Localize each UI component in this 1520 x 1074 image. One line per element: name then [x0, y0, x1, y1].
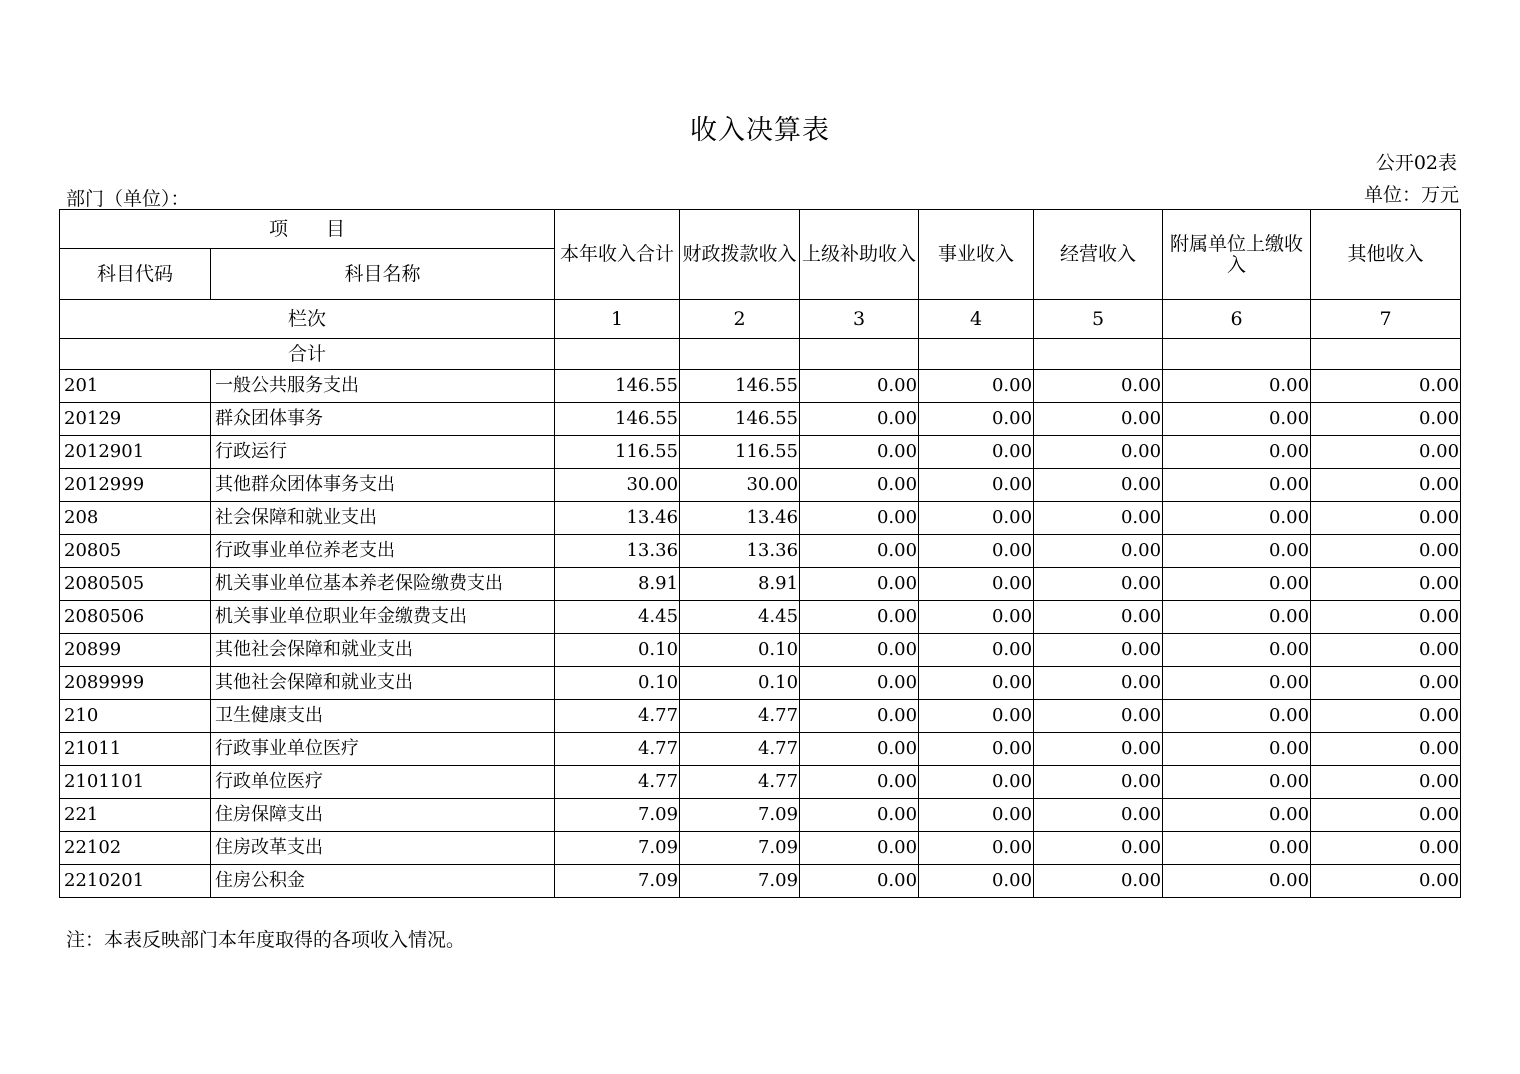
amount-cell: 0.00 [1311, 634, 1461, 667]
amount-cell: 0.00 [1034, 535, 1163, 568]
subject-code: 210 [60, 700, 211, 733]
amount-cell: 0.00 [1034, 436, 1163, 469]
amount-cell: 0.10 [680, 634, 800, 667]
table-row [60, 436, 1461, 469]
subject-code: 2080506 [60, 601, 211, 634]
amount-cell: 4.77 [680, 766, 800, 799]
subject-code: 2210201 [60, 865, 211, 898]
amount-cell: 0.10 [555, 634, 680, 667]
amount-cell: 0.10 [680, 667, 800, 700]
amount-cell: 0.00 [800, 634, 919, 667]
column-number: 1 [555, 300, 680, 339]
subject-code: 21011 [60, 733, 211, 766]
amount-cell: 0.00 [1034, 733, 1163, 766]
subject-name: 行政事业单位养老支出 [211, 535, 555, 568]
table-note: 注：本表反映部门本年度取得的各项收入情况。 [66, 929, 466, 951]
table-row [60, 502, 1461, 535]
table-row [60, 832, 1461, 865]
amount-cell: 0.00 [919, 436, 1034, 469]
table-row [60, 733, 1461, 766]
amount-cell: 146.55 [555, 403, 680, 436]
amount-cell: 0.00 [1034, 601, 1163, 634]
amount-cell: 0.00 [919, 865, 1034, 898]
amount-cell: 7.09 [555, 865, 680, 898]
subject-name: 住房保障支出 [211, 799, 555, 832]
amount-cell: 0.00 [1163, 832, 1311, 865]
amount-cell: 0.00 [1311, 799, 1461, 832]
amount-cell: 0.00 [1163, 766, 1311, 799]
form-number: 公开02表 [1375, 152, 1457, 174]
table-row [60, 667, 1461, 700]
name-header: 科目名称 [211, 249, 555, 300]
amount-cell: 0.00 [919, 502, 1034, 535]
amount-cell: 0.00 [1163, 469, 1311, 502]
total-label: 合计 [60, 339, 555, 370]
subject-name: 其他群众团体事务支出 [211, 469, 555, 502]
amount-cell: 8.91 [680, 568, 800, 601]
amount-cell: 0.00 [919, 700, 1034, 733]
amount-cell: 0.00 [1034, 634, 1163, 667]
unit-label: 单位：万元 [1363, 184, 1459, 206]
amount-cell: 0.00 [800, 700, 919, 733]
table-row [60, 799, 1461, 832]
subject-name: 卫生健康支出 [211, 700, 555, 733]
amount-cell: 0.00 [1163, 700, 1311, 733]
total-cell [919, 339, 1034, 370]
amount-cell: 0.00 [1311, 568, 1461, 601]
column-number: 3 [800, 300, 919, 339]
amount-cell: 0.00 [1034, 370, 1163, 403]
amount-cell: 7.09 [680, 865, 800, 898]
amount-cell: 0.00 [800, 403, 919, 436]
amount-cell: 0.00 [1163, 403, 1311, 436]
amount-cell: 0.00 [800, 535, 919, 568]
amount-cell: 0.00 [1163, 601, 1311, 634]
amount-cell: 0.00 [800, 865, 919, 898]
amount-cell: 0.00 [1311, 535, 1461, 568]
subject-name: 机关事业单位职业年金缴费支出 [211, 601, 555, 634]
total-cell [1311, 339, 1461, 370]
amount-cell: 0.00 [919, 667, 1034, 700]
col-header-operations: 事业收入 [919, 210, 1034, 300]
amount-cell: 4.45 [680, 601, 800, 634]
amount-cell: 0.00 [800, 568, 919, 601]
subject-name: 住房公积金 [211, 865, 555, 898]
amount-cell: 0.00 [1311, 403, 1461, 436]
amount-cell: 0.00 [1034, 799, 1163, 832]
page-title: 收入决算表 [690, 115, 830, 146]
amount-cell: 0.00 [1163, 634, 1311, 667]
total-row [60, 339, 1461, 370]
amount-cell: 0.00 [919, 733, 1034, 766]
subject-name: 社会保障和就业支出 [211, 502, 555, 535]
amount-cell: 0.00 [1163, 733, 1311, 766]
amount-cell: 0.00 [1311, 865, 1461, 898]
amount-cell: 0.00 [919, 799, 1034, 832]
amount-cell: 0.00 [800, 469, 919, 502]
amount-cell: 0.00 [800, 733, 919, 766]
amount-cell: 13.36 [680, 535, 800, 568]
amount-cell: 0.00 [1311, 832, 1461, 865]
subject-name: 行政单位医疗 [211, 766, 555, 799]
subject-name: 一般公共服务支出 [211, 370, 555, 403]
subject-code: 221 [60, 799, 211, 832]
amount-cell: 4.77 [680, 700, 800, 733]
table-row [60, 634, 1461, 667]
amount-cell: 0.00 [1034, 502, 1163, 535]
amount-cell: 0.00 [919, 601, 1034, 634]
amount-cell: 146.55 [680, 370, 800, 403]
total-cell [800, 339, 919, 370]
code-header: 科目代码 [60, 249, 211, 300]
amount-cell: 0.00 [1311, 766, 1461, 799]
amount-cell: 0.00 [1034, 865, 1163, 898]
amount-cell: 0.00 [800, 502, 919, 535]
amount-cell: 0.00 [1311, 733, 1461, 766]
subject-code: 201 [60, 370, 211, 403]
amount-cell: 0.00 [1163, 865, 1311, 898]
subject-name: 其他社会保障和就业支出 [211, 634, 555, 667]
amount-cell: 0.00 [1311, 700, 1461, 733]
column-number-row [60, 300, 1461, 339]
column-number: 7 [1311, 300, 1461, 339]
total-cell [1034, 339, 1163, 370]
item-header: 项 目 [60, 210, 555, 249]
amount-cell: 0.00 [1034, 568, 1163, 601]
column-number: 6 [1163, 300, 1311, 339]
table-row [60, 700, 1461, 733]
amount-cell: 4.77 [555, 766, 680, 799]
table-row [60, 370, 1461, 403]
amount-cell: 7.09 [680, 799, 800, 832]
amount-cell: 0.00 [919, 370, 1034, 403]
table-row [60, 766, 1461, 799]
amount-cell: 4.77 [555, 733, 680, 766]
amount-cell: 13.36 [555, 535, 680, 568]
amount-cell: 0.00 [919, 469, 1034, 502]
amount-cell: 0.00 [1163, 568, 1311, 601]
subject-code: 2012999 [60, 469, 211, 502]
col-header-business: 经营收入 [1034, 210, 1163, 300]
amount-cell: 0.00 [1311, 667, 1461, 700]
amount-cell: 0.00 [919, 634, 1034, 667]
total-cell [680, 339, 800, 370]
amount-cell: 0.00 [919, 832, 1034, 865]
department-label: 部门（单位）： [66, 188, 190, 210]
subject-code: 20129 [60, 403, 211, 436]
subject-code: 2089999 [60, 667, 211, 700]
subject-name: 行政事业单位医疗 [211, 733, 555, 766]
table-row [60, 601, 1461, 634]
table-row [60, 865, 1461, 898]
amount-cell: 0.00 [800, 832, 919, 865]
amount-cell: 30.00 [680, 469, 800, 502]
subject-code: 208 [60, 502, 211, 535]
amount-cell: 0.00 [800, 766, 919, 799]
column-number: 5 [1034, 300, 1163, 339]
amount-cell: 0.00 [919, 568, 1034, 601]
amount-cell: 4.77 [555, 700, 680, 733]
amount-cell: 0.00 [1163, 436, 1311, 469]
subject-code: 2080505 [60, 568, 211, 601]
amount-cell: 0.00 [919, 766, 1034, 799]
subject-code: 20899 [60, 634, 211, 667]
column-number: 2 [680, 300, 800, 339]
total-cell [555, 339, 680, 370]
amount-cell: 0.00 [1311, 502, 1461, 535]
amount-cell: 0.00 [1034, 667, 1163, 700]
amount-cell: 0.00 [1034, 766, 1163, 799]
amount-cell: 7.09 [555, 799, 680, 832]
table-row [60, 403, 1461, 436]
amount-cell: 0.00 [800, 601, 919, 634]
col-header-affiliated: 附属单位上缴收入 [1163, 210, 1311, 300]
subject-name: 行政运行 [211, 436, 555, 469]
amount-cell: 0.00 [1034, 469, 1163, 502]
amount-cell: 146.55 [555, 370, 680, 403]
amount-cell: 7.09 [680, 832, 800, 865]
amount-cell: 0.00 [1163, 370, 1311, 403]
amount-cell: 0.00 [1034, 700, 1163, 733]
col-header-total: 本年收入合计 [555, 210, 680, 300]
subject-name: 机关事业单位基本养老保险缴费支出 [211, 568, 555, 601]
subject-code: 2101101 [60, 766, 211, 799]
col-header-other: 其他收入 [1311, 210, 1461, 300]
amount-cell: 13.46 [555, 502, 680, 535]
income-table [59, 209, 1461, 898]
amount-cell: 0.00 [1034, 403, 1163, 436]
subject-code: 2012901 [60, 436, 211, 469]
amount-cell: 0.00 [1311, 370, 1461, 403]
amount-cell: 7.09 [555, 832, 680, 865]
amount-cell: 0.00 [1311, 469, 1461, 502]
amount-cell: 146.55 [680, 403, 800, 436]
amount-cell: 0.00 [1034, 832, 1163, 865]
subject-name: 群众团体事务 [211, 403, 555, 436]
column-number-label: 栏次 [60, 300, 555, 339]
amount-cell: 13.46 [680, 502, 800, 535]
amount-cell: 116.55 [680, 436, 800, 469]
column-number: 4 [919, 300, 1034, 339]
amount-cell: 0.00 [1163, 502, 1311, 535]
subject-name: 住房改革支出 [211, 832, 555, 865]
amount-cell: 4.45 [555, 601, 680, 634]
amount-cell: 0.00 [919, 403, 1034, 436]
table-row [60, 469, 1461, 502]
col-header-superior-subsidy: 上级补助收入 [800, 210, 919, 300]
amount-cell: 0.00 [800, 667, 919, 700]
total-cell [1163, 339, 1311, 370]
amount-cell: 8.91 [555, 568, 680, 601]
amount-cell: 0.00 [1163, 799, 1311, 832]
amount-cell: 0.10 [555, 667, 680, 700]
table-row [60, 568, 1461, 601]
table-row [60, 535, 1461, 568]
subject-name: 其他社会保障和就业支出 [211, 667, 555, 700]
amount-cell: 0.00 [800, 370, 919, 403]
amount-cell: 30.00 [555, 469, 680, 502]
amount-cell: 0.00 [919, 535, 1034, 568]
amount-cell: 0.00 [800, 436, 919, 469]
header-row [60, 210, 1461, 249]
subject-code: 22102 [60, 832, 211, 865]
amount-cell: 0.00 [1311, 436, 1461, 469]
amount-cell: 0.00 [1311, 601, 1461, 634]
amount-cell: 0.00 [800, 799, 919, 832]
subject-code: 20805 [60, 535, 211, 568]
amount-cell: 0.00 [1163, 535, 1311, 568]
amount-cell: 0.00 [1163, 667, 1311, 700]
amount-cell: 116.55 [555, 436, 680, 469]
col-header-fiscal: 财政拨款收入 [680, 210, 800, 300]
amount-cell: 4.77 [680, 733, 800, 766]
